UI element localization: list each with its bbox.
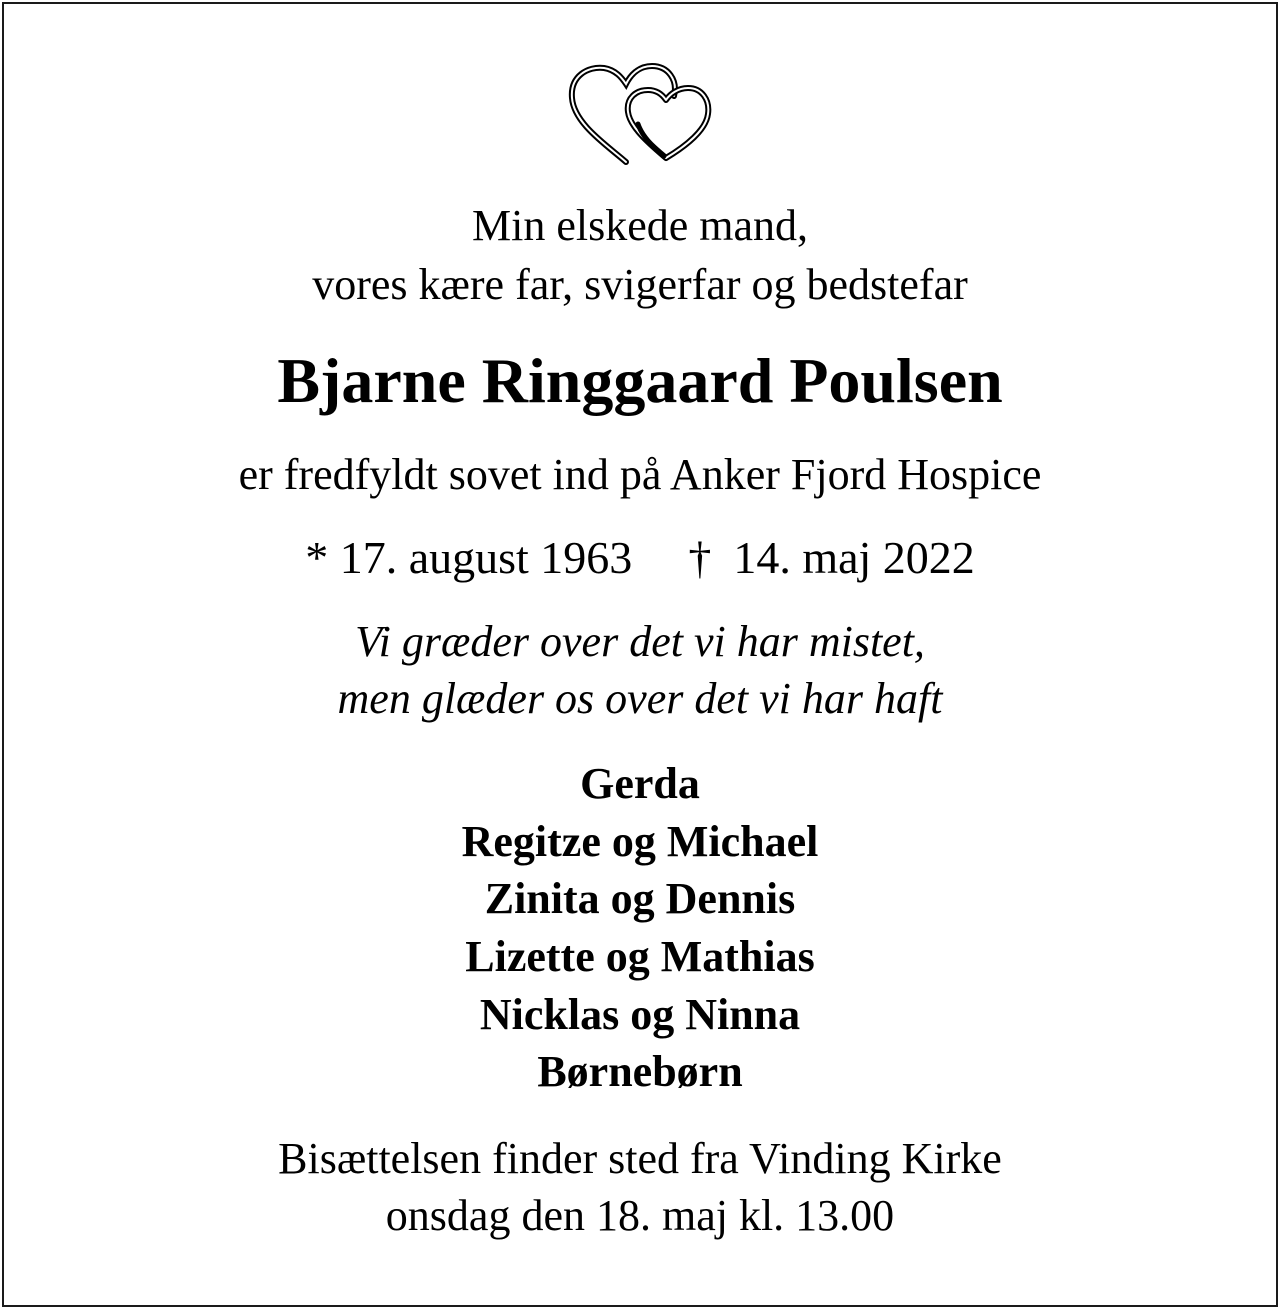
family-member: Zinita og Dennis <box>484 874 796 923</box>
deceased-name: Bjarne Ringgaard Poulsen <box>277 345 1003 416</box>
family-member: Gerda <box>580 759 700 808</box>
family-member: Lizette og Mathias <box>465 932 815 981</box>
family-member: Børnebørn <box>537 1047 743 1096</box>
family-member: Regitze og Michael <box>461 817 819 866</box>
birth-symbol: * <box>305 532 329 583</box>
death-symbol: † <box>688 532 712 583</box>
intertwined-hearts-icon <box>568 62 714 168</box>
life-dates <box>0 531 1280 584</box>
verse-line-2: men glæder os over det vi har haft <box>337 674 943 723</box>
family-member: Nicklas og Ninna <box>479 990 801 1039</box>
intro-line-1: Min elskede mand, <box>471 201 809 250</box>
verse-line-1: Vi græder over det vi har mistet, <box>355 617 925 666</box>
passing-statement: er fredfyldt sovet ind på Anker Fjord Hospice <box>238 450 1042 499</box>
funeral-line-2: onsdag den 18. maj kl. 13.00 <box>385 1191 895 1240</box>
death-date: 14. maj 2022 <box>733 532 975 583</box>
funeral-line-1: Bisættelsen finder sted fra Vinding Kirke <box>278 1134 1002 1183</box>
intro-line-2: vores kære far, svigerfar og bedstefar <box>312 260 968 309</box>
birth-date: 17. august 1963 <box>339 532 633 583</box>
